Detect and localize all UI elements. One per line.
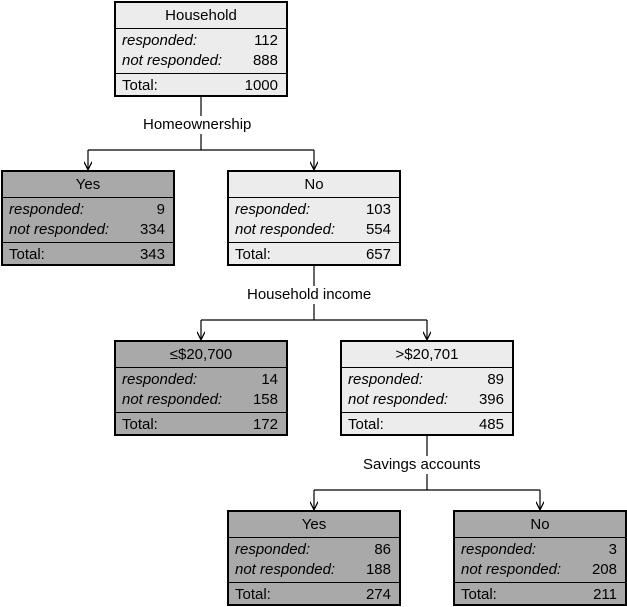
not-responded-value: 334 [139,221,165,238]
node-counts [229,538,399,583]
responded-label: responded: [348,371,424,388]
responded-value: 3 [608,541,617,558]
responded-label: responded: [235,541,311,558]
not-responded-label: not responded: [122,52,223,69]
node-savings-yes [227,510,401,606]
node-total [116,74,286,98]
node-homeownership-yes [1,170,175,266]
not-responded-value: 158 [252,391,278,408]
total-label: Total: [9,246,45,263]
split-label-savings-accounts: Savings accounts [360,456,484,474]
not-responded-value: 188 [365,561,391,578]
responded-value: 14 [261,371,278,388]
responded-value: 112 [254,32,278,49]
node-title: Yes [229,512,399,538]
node-title: ≤$20,700 [116,342,286,368]
not-responded-label: not responded: [235,561,336,578]
responded-value: 86 [374,541,391,558]
total-label: Total: [122,416,158,433]
node-counts [116,368,286,413]
node-total [342,413,512,437]
total-value: 172 [252,416,278,433]
total-label: Total: [235,246,271,263]
not-responded-label: not responded: [122,391,223,408]
total-label: Total: [461,586,497,603]
responded-label: responded: [122,32,198,49]
node-savings-no [453,510,627,606]
responded-label: responded: [235,201,311,218]
node-homeownership-no [227,170,401,266]
node-counts [229,198,399,243]
node-income-low [114,340,288,436]
responded-value: 9 [156,201,165,218]
not-responded-label: not responded: [235,221,336,238]
node-title: Yes [3,172,173,198]
not-responded-value: 396 [478,391,504,408]
total-label: Total: [122,77,158,94]
total-value: 211 [593,586,617,603]
not-responded-label: not responded: [461,561,562,578]
total-label: Total: [348,416,384,433]
total-value: 274 [365,586,391,603]
total-value: 485 [478,416,504,433]
not-responded-label: not responded: [348,391,449,408]
responded-label: responded: [461,541,537,558]
responded-label: responded: [122,371,198,388]
split-label-household-income: Household income [244,286,374,304]
responded-value: 103 [365,201,391,218]
node-title: No [455,512,625,538]
node-total [229,583,399,607]
node-total [229,243,399,267]
total-label: Total: [235,586,271,603]
node-counts [342,368,512,413]
node-total [455,583,625,607]
total-value: 1000 [244,77,278,94]
not-responded-value: 208 [591,561,617,578]
node-counts [116,29,286,74]
node-counts [455,538,625,583]
node-total [116,413,286,437]
total-value: 657 [365,246,391,263]
node-title: >$20,701 [342,342,512,368]
node-title: Household [116,3,286,29]
node-total [3,243,173,267]
node-counts [3,198,173,243]
not-responded-value: 888 [252,52,278,69]
responded-value: 89 [487,371,504,388]
node-income-high [340,340,514,436]
node-title: No [229,172,399,198]
total-value: 343 [139,246,165,263]
not-responded-value: 554 [365,221,391,238]
split-label-homeownership: Homeownership [140,116,254,134]
node-household [114,1,288,97]
responded-label: responded: [9,201,85,218]
not-responded-label: not responded: [9,221,110,238]
